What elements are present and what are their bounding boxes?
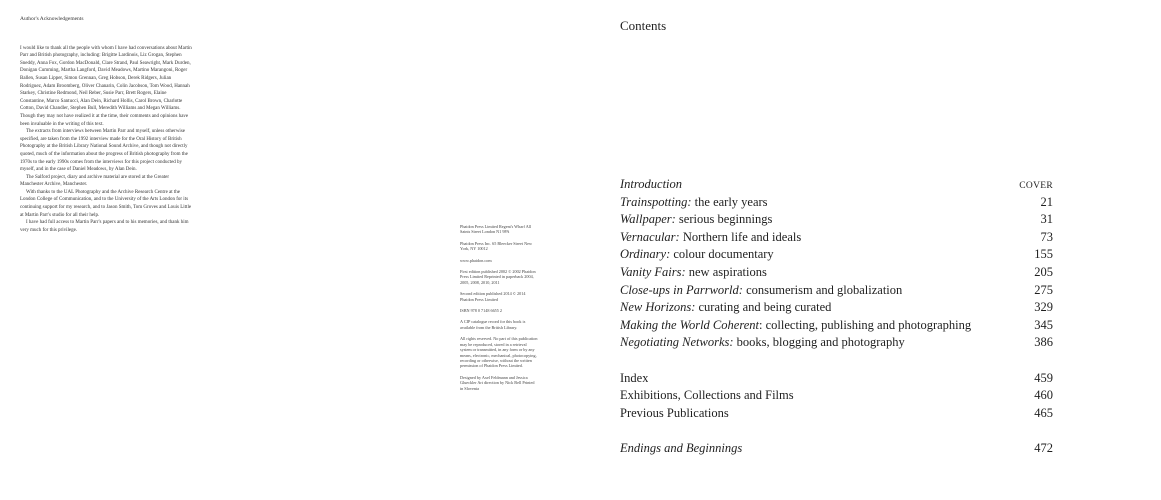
toc-page-number: 459 xyxy=(1034,370,1053,385)
toc-page-number: 275 xyxy=(1034,282,1053,297)
toc-entry-subtitle: consumerism and globalization xyxy=(742,282,903,297)
toc-page-number: 73 xyxy=(1040,229,1053,244)
toc-page-number: 386 xyxy=(1034,335,1053,350)
toc-entry-italic-title: Wallpaper: xyxy=(620,212,676,227)
toc-entry-italic-title: Negotiating Networks: xyxy=(620,335,734,350)
toc-entry[interactable] xyxy=(620,211,1053,229)
toc-entry-italic-title: Making the World Coherent xyxy=(620,317,759,332)
toc-page-number: 21 xyxy=(1040,194,1053,209)
toc-entry-title: Previous Publications xyxy=(620,405,729,420)
toc-entry[interactable] xyxy=(620,194,1053,212)
acknowledgements-title: Author's Acknowledgements xyxy=(20,16,84,22)
toc-page-number: 155 xyxy=(1034,247,1053,262)
toc-page-number: COVER xyxy=(1019,181,1053,191)
toc-entry[interactable] xyxy=(620,246,1053,264)
toc-spacer xyxy=(620,352,1053,370)
toc-entry-subtitle: Northern life and ideals xyxy=(679,229,802,244)
toc-entry[interactable] xyxy=(620,440,1053,458)
toc-entry-italic-title: Ordinary: xyxy=(620,247,671,262)
acknowledgements-paragraph: With thanks to the UAL Photography and the Archive Research Centre at the London College of Communication, and to the University of the Arts London for its continuing support for my research, and to Jason Smith, Tom Groves and Louis Little at Martin Parr's studio for all their help. xyxy=(20,189,192,218)
imprint-block: ISBN 978 0 7148 6655 2 xyxy=(460,308,502,314)
toc-entry-subtitle: curating and being curated xyxy=(695,300,832,315)
toc-entry-subtitle: colour documentary xyxy=(670,247,774,262)
acknowledgements-paragraph: The Salford project, diary and archive material are stored at the Greater Manchester Archive, Manchester. xyxy=(20,174,169,188)
toc-entry-italic-title: Endings and Beginnings xyxy=(620,440,743,455)
toc-entry[interactable] xyxy=(620,264,1053,282)
toc-entry-italic-title: Introduction xyxy=(620,177,683,191)
toc-entry-subtitle: new aspirations xyxy=(685,264,767,279)
toc-entry-title: Index xyxy=(620,370,649,385)
imprint-block: A CIP catalogue record for this book is available from the British Library. xyxy=(460,319,526,330)
toc-entry-italic-title: Close-ups in Parrworld: xyxy=(620,282,743,297)
imprint-block: All rights reserved. No part of this publication may be reproduced, stored in a retrieval system or transmitted, in any form or by any means, electronic, mechanical, photocopying, recording or otherwise, without the written permission of Phaidon Press Limited. xyxy=(460,336,538,369)
imprint-block: www.phaidon.com xyxy=(460,257,492,263)
acknowledgements-page xyxy=(20,16,192,234)
toc-page-number: 345 xyxy=(1034,317,1053,332)
acknowledgements-paragraph: The extracts from interviews between Martin Parr and myself, unless otherwise specified, are taken from the 1992 interview made for the Oral History of British Photography at the British Library National Sound Archive, and though not directly quoted, much of the information about the progress of British photography from the 1970s to the early 1990s comes from the interviews for this project conducted by myself, and in the case of Daniel Meadows, by Alan Dein. xyxy=(20,129,188,173)
imprint-block: Phaidon Press Inc. 65 Bleecker Street New York, NY 10012 xyxy=(460,240,532,252)
toc-spacer xyxy=(620,422,1053,440)
toc-entry-subtitle: books, blogging and photography xyxy=(733,335,905,350)
toc-entry[interactable] xyxy=(620,299,1053,317)
imprint-block: Phaidon Press Limited Regent's Wharf All Saints Street London N1 9PA xyxy=(460,224,532,235)
toc-page-number: 329 xyxy=(1034,300,1053,315)
toc-entry[interactable] xyxy=(620,176,1053,194)
toc-entry[interactable] xyxy=(620,370,1053,388)
contents-title: Contents xyxy=(620,18,667,33)
toc-page-number: 205 xyxy=(1034,264,1053,279)
toc-entry-subtitle: the early years xyxy=(691,194,768,209)
toc-page-number: 472 xyxy=(1034,440,1053,455)
toc-entry-italic-title: New Horizons: xyxy=(620,300,696,315)
toc-entry-subtitle: : collecting, publishing and photographing xyxy=(759,317,972,332)
acknowledgements-paragraph: I have had full access to Martin Parr's papers and to his memories, and thank him very much for this privilege. xyxy=(20,220,189,233)
acknowledgements-paragraph: I would like to thank all the people with whom I have had conversations about Martin Parr and British photography, including: Brigitte Lardinois, Liz Grogan, Stephen Sneddy, Anna Fox, Gordon MacDonald, Clare Strand, Paul Seawright, Mark Durden, Donigan Cumming, Martha Langford, David Meadows, Martino Marangoni, Roger Ballen, Susan Lipper, Simon Grennan, Greg Hobson, Derek Ridgers, Julian Rodriguez, Adam Broomberg, Oliver Chanarin, Colin Jacobson, Tom Wood, Hannah Starkey, Christine Redmond, Neil Reber, Susie Parr, Brett Rogers, Elaine Constantine, Marco Santucci, Alan Dein, Richard Hollis, Carol Brown, Charlotte Cotton, David Chandler, Stephen Bull, Meredith Williams and Megan Williams. Though they may not have realized it at the time, their comments and opinions have been invaluable in the writing of this text. xyxy=(20,45,192,127)
toc-page-number: 465 xyxy=(1034,405,1053,420)
toc-entry-italic-title: Vanity Fairs: xyxy=(620,264,686,279)
toc-entry[interactable] xyxy=(620,405,1053,423)
imprint-block: Second edition published 2014 © 2014 Phaidon Press Limited xyxy=(460,291,526,302)
toc-entry-subtitle: serious beginnings xyxy=(675,212,773,227)
toc-entry[interactable] xyxy=(620,334,1053,352)
toc-entry[interactable] xyxy=(620,229,1053,247)
imprint-block: First edition published 2002 © 2002 Phaidon Press Limited Reprinted in paperback 2004, 2005, 2008, 2010, 2011 xyxy=(460,269,536,285)
toc-entry-italic-title: Trainspotting: xyxy=(620,194,692,209)
toc-page-number: 460 xyxy=(1034,388,1053,403)
table-of-contents xyxy=(620,176,1053,458)
toc-page-number: 31 xyxy=(1040,212,1053,227)
imprint-column xyxy=(460,224,538,397)
toc-entry[interactable] xyxy=(620,317,1053,335)
toc-entry[interactable] xyxy=(620,387,1053,405)
imprint-block: Designed by Axel Feldmann and Jessica Glueckler Art direction by Nick Bell Printed in Slovenia xyxy=(460,374,535,391)
toc-entry-italic-title: Vernacular: xyxy=(620,229,680,244)
toc-entry[interactable] xyxy=(620,282,1053,300)
toc-entry-title: Exhibitions, Collections and Films xyxy=(620,388,794,403)
